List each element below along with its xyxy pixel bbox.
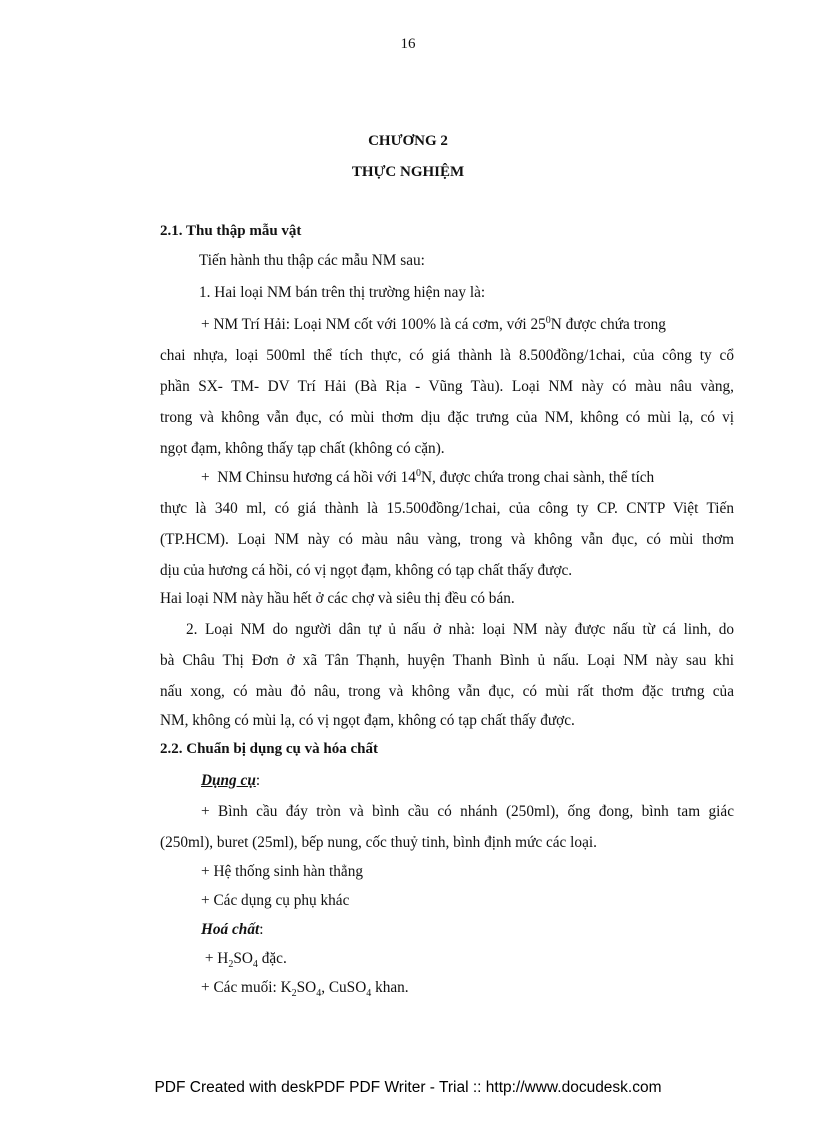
paragraph-summary: Hai loại NM này hầu hết ở các chợ và siêu thị đều có bán. <box>160 590 515 607</box>
chapter-title: THỰC NGHIỆM <box>351 164 465 180</box>
paragraph-chinsu-line-1: + NM Chinsu hương cá hồi với $14^0N$, được chứa trong chai sành, thể tích <box>201 467 655 486</box>
intro-line: Tiến hành thu thập các mẫu NM sau: <box>199 252 425 269</box>
paragraph-tri-hai-line-1: + NM Trí Hải: Loại NM cốt với 100% là cá cơm, với $25^0N$ được chứa trong <box>201 314 666 333</box>
pdf-watermark-footer: PDF Created with deskPDF PDF Writer - Trial :: http://www.docudesk.com <box>154 1079 662 1096</box>
paragraph-tri-hai-line-2: chai nhựa, loại 500ml thể tích thực, có giá thành là 8.500đồng/1chai, của công ty cổ <box>160 347 734 364</box>
tools-item-1-line-1: + Bình cầu đáy tròn và bình cầu có nhánh (250ml), ống đong, bình tam giác <box>201 803 734 820</box>
paragraph-homemade-line-3: nấu xong, có màu đỏ nâu, trong và không vẫn đục, có mùi rất thơm đặc trưng của <box>160 683 734 700</box>
paragraph-chinsu-line-3: (TP.HCM). Loại NM này có màu nâu vàng, trong và không vẫn đục, có mùi thơm <box>160 531 734 548</box>
section-heading-2-1: 2.1. Thu thập mẫu vật <box>160 223 302 239</box>
chapter-number: CHƯƠNG 2 <box>368 133 448 149</box>
section-heading-2-2: 2.2. Chuẩn bị dụng cụ và hóa chất <box>160 741 378 757</box>
chemicals-label: Hoá chất: <box>201 921 264 938</box>
paragraph-chinsu-line-4: dịu của hương cá hồi, có vị ngọt đạm, không có tạp chất thấy được. <box>160 562 573 579</box>
tools-item-1-line-2: (250ml), buret (25ml), bếp nung, cốc thuỷ tinh, bình định mức các loại. <box>160 834 597 851</box>
paragraph-homemade-line-2: bà Châu Thị Đơn ở xã Tân Thạnh, huyện Thanh Bình ủ nấu. Loại NM này sau khi <box>160 652 734 669</box>
item-1-title: 1. Hai loại NM bán trên thị trường hiện nay là: <box>199 284 486 301</box>
chemicals-item-1: + $H_2SO_4$ đặc. <box>201 950 287 971</box>
tools-item-2: + Hệ thống sinh hàn thẳng <box>201 863 363 880</box>
tools-label: Dụng cụ: <box>201 772 261 789</box>
paragraph-homemade-line-4: NM, không có mùi lạ, có vị ngọt đạm, không có tạp chất thấy được. <box>160 712 575 729</box>
chemicals-item-2: + Các muối: $K_2SO_4$, CuSO$_4$ khan. <box>201 979 409 1000</box>
tools-item-3: + Các dụng cụ phụ khác <box>201 892 350 909</box>
paragraph-tri-hai-line-3: phần SX- TM- DV Trí Hải (Bà Rịa - Vũng Tàu). Loại NM này có màu nâu vàng, <box>160 378 734 395</box>
paragraph-chinsu-line-2: thực là 340 ml, có giá thành là 15.500đồng/1chai, của công ty CP. CNTP Việt Tiến <box>160 500 734 517</box>
paragraph-homemade-line-1: 2. Loại NM do người dân tự ủ nấu ở nhà: loại NM này được nấu từ cá linh, do <box>186 621 734 638</box>
page-number: 16 <box>400 36 416 52</box>
paragraph-tri-hai-line-5: ngọt đạm, không thấy tạp chất (không có cặn). <box>160 440 445 457</box>
paragraph-tri-hai-line-4: trong và không vẫn đục, có mùi thơm dịu đặc trưng của NM, không có mùi lạ, có vị <box>160 409 734 426</box>
